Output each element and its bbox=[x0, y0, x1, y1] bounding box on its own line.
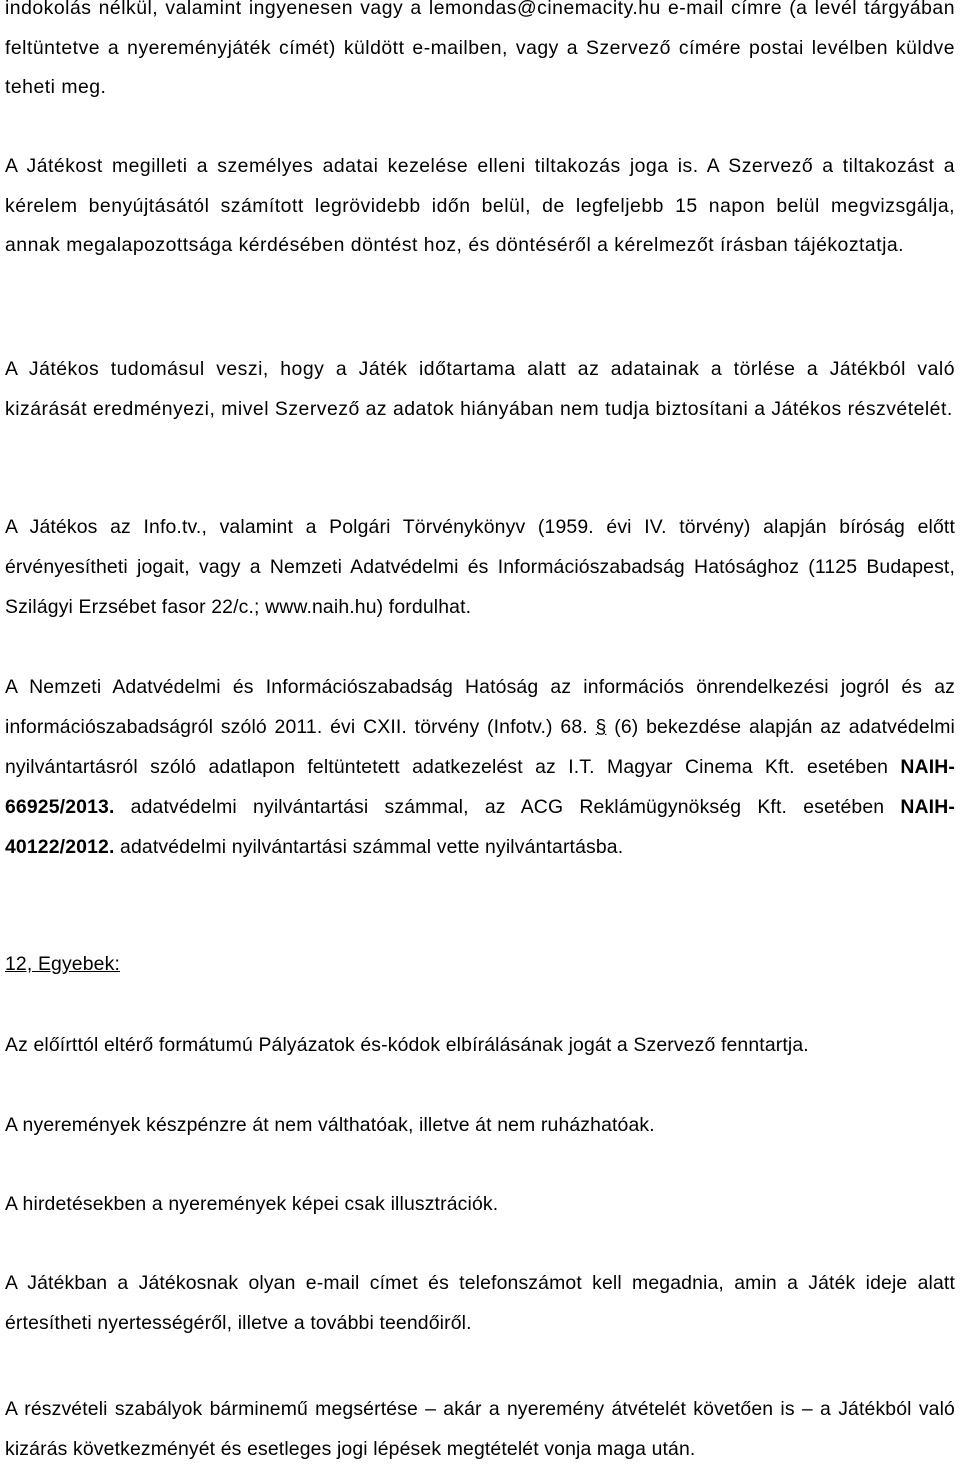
naih-text-part-4: adatvédelmi nyilvántartási számmal vette nyilvántartásba. bbox=[120, 836, 624, 858]
paragraph-data-deletion: A Játékos tudomásul veszi, hogy a Játék időtartama alatt az adatainak a törlése a Játékból való kizárását eredményezi, mivel Szervező az adatok hiányában nem tudja biztosítani a Játékos részvételét. bbox=[5, 358, 955, 420]
paragraph-prize-transfer: A nyeremények készpénzre át nem válthatóak, illetve át nem ruházhatóak. bbox=[5, 1114, 655, 1136]
paragraph-withdrawal: indokolás nélkül, valamint ingyenesen vagy a lemondas@cinemacity.hu e-mail címre (a levél tárgyában feltüntetve a nyereményjáték címét) küldött e-mailben, vagy a Szervező címére postai levélben küldve teheti meg. bbox=[5, 0, 955, 98]
naih-text-part-3: adatvédelmi nyilvántartási számmal, az ACG Reklámügynökség Kft. esetében bbox=[130, 796, 885, 818]
naih-number-cinema: NAIH-66925/2013. bbox=[5, 756, 955, 818]
paragraph-rule-violation: A részvételi szabályok bárminemű megsértése – akár a nyeremény átvételét követően is – a Játékból való kizárás következményét és esetleges jogi lépések megtételét vonja maga után. bbox=[5, 1398, 955, 1460]
paragraph-format-rights: Az előírttól eltérő formátumú Pályázatok és-kódok elbírálásának jogát a Szervező fenntartja. bbox=[5, 1034, 809, 1056]
paragraph-naih-registration bbox=[5, 667, 955, 867]
paragraph-legal-remedy: A Játékos az Info.tv., valamint a Polgári Törvénykönyv (1959. évi IV. törvény) alapján bíróság előtt érvényesítheti jogait, vagy a Nemzeti Adatvédelmi és Információszabadság Hatósághoz (1125 Budapest, Szilágyi Erzsébet fasor 22/c.; www.naih.hu) fordulhat. bbox=[5, 516, 955, 618]
section-heading-other: 12, Egyebek: bbox=[5, 953, 120, 975]
paragraph-contact-info: A Játékban a Játékosnak olyan e-mail címet és telefonszámot kell megadnia, amin a Játék ideje alatt értesítheti nyertességéről, illetve a további teendőiről. bbox=[5, 1272, 955, 1334]
section-sign: § bbox=[595, 716, 607, 738]
paragraph-objection-right: A Játékost megilleti a személyes adatai kezelése elleni tiltakozás joga is. A Szervező a tiltakozást a kérelem benyújtásától számított legrövidebb időn belül, de legfeljebb 15 napon belül megvizsgálja, annak megalapozottsága kérdésében döntést hoz, és döntéséről a kérelmezőt írásban tájékoztatja. bbox=[5, 155, 955, 256]
naih-text-part-2: (6) bekezdése alapján az adatvédelmi nyilvántartásról szóló adatlapon feltüntetett adatkezelést az I.T. Magyar Cinema Kft. esetében bbox=[5, 716, 955, 778]
naih-number-acg: NAIH-40122/2012. bbox=[5, 796, 955, 858]
paragraph-illustrations: A hirdetésekben a nyeremények képei csak illusztrációk. bbox=[5, 1193, 499, 1215]
naih-text-part-1: A Nemzeti Adatvédelmi és Információszabadság Hatóság az információs önrendelkezési jogról és az információszabadságról szóló 2011. évi CXII. törvény (Infotv.) 68. bbox=[5, 676, 955, 738]
